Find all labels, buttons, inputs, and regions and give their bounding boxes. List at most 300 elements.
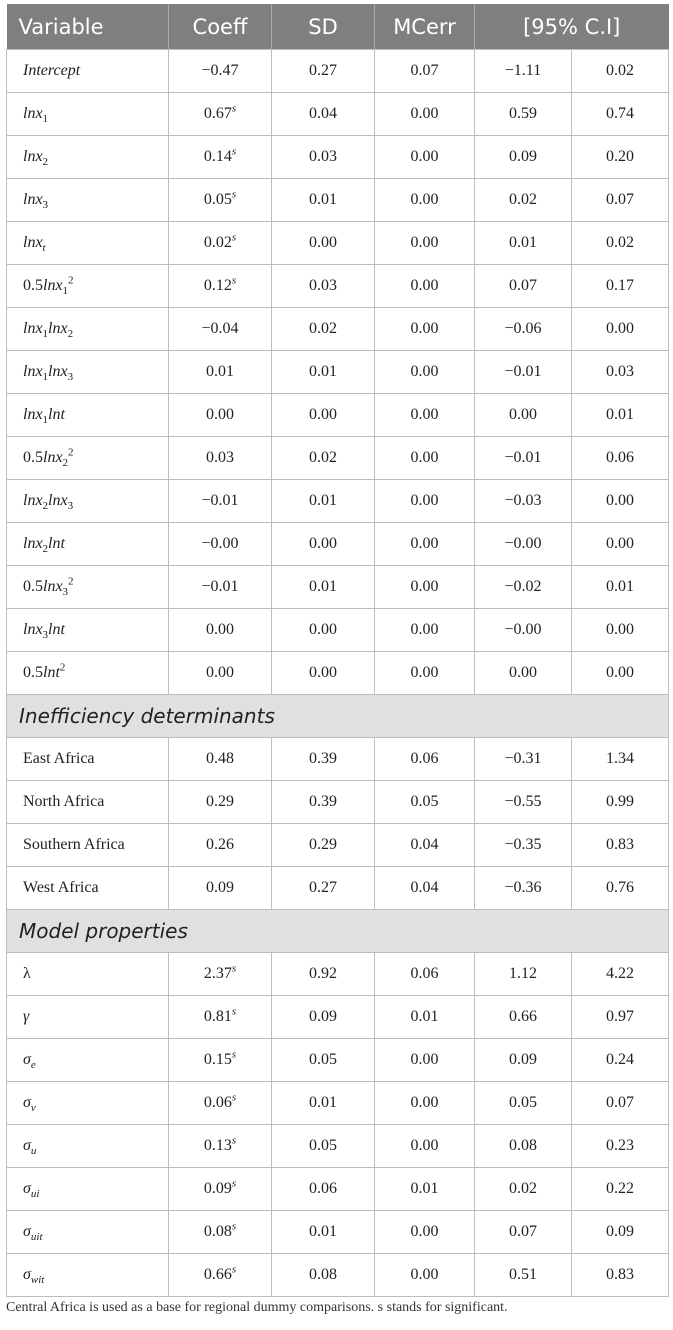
- cell-value: −0.31: [504, 750, 542, 767]
- cell-value: 0.05: [309, 1051, 337, 1068]
- cell-value: 0.00: [410, 1266, 439, 1283]
- cell-value: 0.01: [309, 363, 337, 380]
- mcerr-cell: [375, 566, 475, 609]
- coeff-cell: [169, 1082, 272, 1125]
- cell-value: 0.74: [606, 105, 634, 122]
- significance-marker: s: [231, 102, 237, 115]
- mcerr-cell: [375, 50, 475, 93]
- ci-lower-cell: [475, 1254, 572, 1297]
- cell-value: 0.03: [206, 449, 234, 466]
- cell-value: 0.01: [206, 363, 234, 380]
- cell-value: 0.00: [606, 535, 634, 552]
- cell-value: 0.01: [309, 1094, 337, 1111]
- cell-value: 0.05: [203, 191, 232, 208]
- mcerr-cell: [375, 867, 475, 910]
- table-row: [7, 781, 669, 824]
- header-coeff: Coeff: [169, 4, 272, 50]
- variable-part: u: [30, 1145, 37, 1158]
- sd-cell: [272, 179, 375, 222]
- cell-value: 0.01: [410, 1180, 439, 1197]
- cell-value: 0.24: [606, 1051, 634, 1068]
- ci-lower-cell: [475, 824, 572, 867]
- table-row: [7, 867, 669, 910]
- variable-part: λ: [23, 965, 31, 982]
- significance-marker: s: [231, 188, 237, 201]
- cell-value: 0.09: [606, 1223, 634, 1240]
- cell-value: 0.00: [206, 664, 234, 681]
- table-footnote: Central Africa is used as a base for regional dummy comparisons. s stands for significant.: [6, 1300, 508, 1315]
- coeff-cell: [169, 222, 272, 265]
- ci-upper-cell: [572, 1254, 669, 1297]
- table-row: [7, 652, 669, 695]
- mcerr-cell: [375, 179, 475, 222]
- table-row: [7, 480, 669, 523]
- variable-cell: [7, 738, 169, 781]
- coeff-cell: [169, 867, 272, 910]
- variable-part: lnx: [43, 578, 63, 595]
- sd-cell: [272, 1211, 375, 1254]
- sd-cell: [272, 93, 375, 136]
- cell-value: 0.04: [410, 879, 439, 896]
- cell-value: 0.03: [309, 148, 337, 165]
- cell-value: −0.55: [504, 793, 542, 810]
- table-row: [7, 824, 669, 867]
- cell-value: 0.14: [203, 148, 232, 165]
- mcerr-cell: [375, 1211, 475, 1254]
- regression-results-table: [6, 4, 669, 1297]
- coeff-cell: [169, 652, 272, 695]
- cell-value: 0.04: [410, 836, 439, 853]
- cell-value: 4.22: [606, 965, 634, 982]
- table-row: [7, 1168, 669, 1211]
- cell-value: −1.11: [504, 62, 542, 79]
- mcerr-cell: [375, 308, 475, 351]
- cell-value: 0.00: [410, 234, 439, 251]
- ci-lower-cell: [475, 50, 572, 93]
- cell-value: 0.02: [509, 191, 537, 208]
- cell-value: 0.01: [309, 191, 337, 208]
- ci-upper-cell: [572, 609, 669, 652]
- coeff-cell: [169, 93, 272, 136]
- cell-value: 0.00: [410, 191, 439, 208]
- cell-value: 0.15: [203, 1051, 232, 1068]
- table-row: [7, 566, 669, 609]
- mcerr-cell: [375, 222, 475, 265]
- variable-part: 2: [42, 543, 49, 556]
- cell-value: 0.00: [206, 621, 234, 638]
- ci-upper-cell: [572, 265, 669, 308]
- variable-part: lnx: [23, 191, 43, 208]
- coeff-cell: [169, 996, 272, 1039]
- table-row: [7, 394, 669, 437]
- cell-value: 0.06: [309, 1180, 337, 1197]
- cell-value: 0.27: [309, 879, 337, 896]
- cell-value: −0.01: [504, 449, 542, 466]
- cell-value: 0.00: [410, 148, 439, 165]
- cell-value: 0.00: [410, 1223, 439, 1240]
- table-row: [7, 523, 669, 566]
- ci-lower-cell: [475, 781, 572, 824]
- ci-upper-cell: [572, 308, 669, 351]
- table-row: [7, 351, 669, 394]
- cell-value: 0.02: [509, 1180, 537, 1197]
- variable-cell: [7, 824, 169, 867]
- cell-value: 0.00: [606, 492, 634, 509]
- sd-cell: [272, 265, 375, 308]
- sd-cell: [272, 1168, 375, 1211]
- cell-value: 0.01: [509, 234, 537, 251]
- ci-lower-cell: [475, 996, 572, 1039]
- variable-part: lnx: [43, 277, 63, 294]
- variable-part: lnx: [23, 406, 43, 423]
- ci-upper-cell: [572, 738, 669, 781]
- variable-part: lnx: [23, 148, 43, 165]
- ci-upper-cell: [572, 953, 669, 996]
- mcerr-cell: [375, 652, 475, 695]
- cell-value: 0.01: [309, 1223, 337, 1240]
- ci-upper-cell: [572, 50, 669, 93]
- coeff-cell: [169, 1254, 272, 1297]
- variable-cell: [7, 394, 169, 437]
- table-body: [7, 50, 669, 1297]
- mcerr-cell: [375, 609, 475, 652]
- mcerr-cell: [375, 1039, 475, 1082]
- significance-marker: s: [231, 1134, 237, 1147]
- cell-value: −0.00: [201, 535, 239, 552]
- variable-part: 0.5: [23, 664, 43, 681]
- ci-lower-cell: [475, 1039, 572, 1082]
- cell-value: 0.97: [606, 1008, 634, 1025]
- cell-value: 0.07: [509, 277, 537, 294]
- coeff-cell: [169, 50, 272, 93]
- cell-value: 0.00: [309, 234, 337, 251]
- variable-cell: [7, 953, 169, 996]
- cell-value: 2.37: [203, 965, 232, 982]
- coeff-cell: [169, 394, 272, 437]
- variable-cell: [7, 781, 169, 824]
- cell-value: 0.00: [410, 621, 439, 638]
- cell-value: 0.59: [509, 105, 537, 122]
- ci-upper-cell: [572, 824, 669, 867]
- cell-value: 0.02: [203, 234, 232, 251]
- variable-part: lnx: [23, 621, 43, 638]
- cell-value: 0.00: [410, 449, 439, 466]
- cell-value: 0.01: [606, 406, 634, 423]
- cell-value: −0.36: [504, 879, 542, 896]
- cell-value: 0.66: [203, 1266, 232, 1283]
- cell-value: 0.09: [309, 1008, 337, 1025]
- ci-lower-cell: [475, 480, 572, 523]
- cell-value: 0.03: [606, 363, 634, 380]
- ci-lower-cell: [475, 566, 572, 609]
- coeff-cell: [169, 1211, 272, 1254]
- mcerr-cell: [375, 953, 475, 996]
- cell-value: 0.00: [410, 406, 439, 423]
- table-row: [7, 222, 669, 265]
- ci-lower-cell: [475, 738, 572, 781]
- sd-cell: [272, 996, 375, 1039]
- section-title: Model properties: [7, 910, 669, 953]
- cell-value: −0.01: [504, 363, 542, 380]
- cell-value: 0.05: [509, 1094, 537, 1111]
- cell-value: 0.09: [509, 1051, 537, 1068]
- cell-value: 0.00: [410, 320, 439, 337]
- coeff-cell: [169, 1168, 272, 1211]
- variable-part: lnt: [48, 535, 65, 552]
- cell-value: 0.00: [410, 1137, 439, 1154]
- variable-cell: [7, 652, 169, 695]
- sd-cell: [272, 609, 375, 652]
- cell-value: 0.13: [203, 1137, 232, 1154]
- cell-value: 0.92: [309, 965, 337, 982]
- ci-upper-cell: [572, 996, 669, 1039]
- ci-lower-cell: [475, 222, 572, 265]
- sd-cell: [272, 738, 375, 781]
- cell-value: 0.00: [410, 105, 439, 122]
- cell-value: 0.00: [206, 406, 234, 423]
- variable-part: lnx: [43, 449, 63, 466]
- variable-part: West Africa: [23, 879, 99, 896]
- header-ci: [95% C.I]: [475, 4, 669, 50]
- variable-part: lnx: [48, 363, 68, 380]
- cell-value: 0.00: [509, 664, 537, 681]
- variable-cell: [7, 93, 169, 136]
- cell-value: 0.00: [410, 664, 439, 681]
- variable-cell: [7, 1125, 169, 1168]
- table-row: [7, 609, 669, 652]
- ci-upper-cell: [572, 523, 669, 566]
- coeff-cell: [169, 953, 272, 996]
- cell-value: 0.39: [309, 793, 337, 810]
- mcerr-cell: [375, 1125, 475, 1168]
- mcerr-cell: [375, 523, 475, 566]
- sd-cell: [272, 652, 375, 695]
- coeff-cell: [169, 1039, 272, 1082]
- cell-value: 0.00: [606, 621, 634, 638]
- table-row: [7, 136, 669, 179]
- table-row: [7, 179, 669, 222]
- variable-part: 3: [42, 199, 49, 212]
- variable-part: lnx: [23, 320, 43, 337]
- ci-upper-cell: [572, 1039, 669, 1082]
- variable-cell: [7, 265, 169, 308]
- variable-part: 1: [42, 414, 49, 427]
- cell-value: 0.08: [309, 1266, 337, 1283]
- variable-part: 0.5: [23, 578, 43, 595]
- ci-upper-cell: [572, 566, 669, 609]
- variable-cell: [7, 437, 169, 480]
- coeff-cell: [169, 523, 272, 566]
- ci-upper-cell: [572, 394, 669, 437]
- variable-part: σ: [23, 1051, 31, 1068]
- cell-value: −0.00: [504, 621, 542, 638]
- variable-cell: [7, 1168, 169, 1211]
- cell-value: 0.05: [410, 793, 439, 810]
- variable-part: wit: [30, 1274, 45, 1287]
- ci-upper-cell: [572, 1082, 669, 1125]
- ci-lower-cell: [475, 136, 572, 179]
- cell-value: 0.06: [410, 750, 439, 767]
- variable-cell: [7, 179, 169, 222]
- cell-value: 0.02: [606, 62, 634, 79]
- sd-cell: [272, 480, 375, 523]
- coeff-cell: [169, 781, 272, 824]
- cell-value: 0.01: [410, 1008, 439, 1025]
- variable-cell: [7, 1254, 169, 1297]
- variable-part: 2: [42, 500, 49, 513]
- variable-part: 3: [67, 371, 74, 384]
- cell-value: 0.99: [606, 793, 634, 810]
- variable-cell: [7, 480, 169, 523]
- ci-lower-cell: [475, 93, 572, 136]
- variable-part: 2: [59, 661, 66, 674]
- cell-value: 0.29: [206, 793, 234, 810]
- significance-marker: s: [231, 1005, 237, 1018]
- sd-cell: [272, 351, 375, 394]
- ci-upper-cell: [572, 781, 669, 824]
- cell-value: 0.04: [309, 105, 337, 122]
- cell-value: 0.00: [606, 320, 634, 337]
- cell-value: 0.07: [410, 62, 439, 79]
- variable-part: σ: [23, 1137, 31, 1154]
- ci-lower-cell: [475, 1211, 572, 1254]
- ci-upper-cell: [572, 437, 669, 480]
- table-row: [7, 93, 669, 136]
- significance-marker: s: [231, 1048, 237, 1061]
- variable-cell: [7, 609, 169, 652]
- cell-value: 0.07: [606, 1094, 634, 1111]
- significance-marker: s: [231, 1263, 237, 1276]
- variable-cell: [7, 222, 169, 265]
- mcerr-cell: [375, 1254, 475, 1297]
- mcerr-cell: [375, 394, 475, 437]
- coeff-cell: [169, 824, 272, 867]
- table-row: [7, 1082, 669, 1125]
- variable-part: lnx: [23, 234, 43, 251]
- ci-lower-cell: [475, 1168, 572, 1211]
- mcerr-cell: [375, 738, 475, 781]
- ci-upper-cell: [572, 1168, 669, 1211]
- ci-upper-cell: [572, 179, 669, 222]
- table-header-row: [7, 4, 669, 50]
- section-header-row: [7, 695, 669, 738]
- mcerr-cell: [375, 265, 475, 308]
- cell-value: −0.01: [201, 492, 239, 509]
- sd-cell: [272, 136, 375, 179]
- cell-value: 0.06: [606, 449, 634, 466]
- sd-cell: [272, 1125, 375, 1168]
- cell-value: 0.23: [606, 1137, 634, 1154]
- cell-value: 0.00: [410, 1051, 439, 1068]
- cell-value: 0.06: [410, 965, 439, 982]
- sd-cell: [272, 394, 375, 437]
- table-row: [7, 953, 669, 996]
- cell-value: 0.09: [203, 1180, 232, 1197]
- variable-part: lnt: [48, 621, 65, 638]
- cell-value: 0.09: [509, 148, 537, 165]
- coeff-cell: [169, 179, 272, 222]
- cell-value: 0.02: [309, 449, 337, 466]
- cell-value: 0.81: [203, 1008, 232, 1025]
- cell-value: −0.01: [201, 578, 239, 595]
- sd-cell: [272, 222, 375, 265]
- sd-cell: [272, 1254, 375, 1297]
- sd-cell: [272, 953, 375, 996]
- coeff-cell: [169, 136, 272, 179]
- significance-marker: s: [231, 274, 237, 287]
- ci-lower-cell: [475, 1082, 572, 1125]
- variable-cell: [7, 50, 169, 93]
- significance-marker: s: [231, 1091, 237, 1104]
- cell-value: 0.09: [206, 879, 234, 896]
- variable-part: v: [30, 1102, 36, 1115]
- ci-lower-cell: [475, 179, 572, 222]
- variable-cell: [7, 351, 169, 394]
- coeff-cell: [169, 480, 272, 523]
- variable-part: e: [30, 1059, 36, 1072]
- cell-value: 0.00: [410, 1094, 439, 1111]
- cell-value: 0.67: [203, 105, 232, 122]
- variable-part: 0.5: [23, 277, 43, 294]
- variable-cell: [7, 523, 169, 566]
- sd-cell: [272, 50, 375, 93]
- coeff-cell: [169, 566, 272, 609]
- cell-value: 0.07: [509, 1223, 537, 1240]
- cell-value: −0.02: [504, 578, 542, 595]
- ci-upper-cell: [572, 351, 669, 394]
- coeff-cell: [169, 308, 272, 351]
- cell-value: 0.00: [606, 664, 634, 681]
- ci-lower-cell: [475, 867, 572, 910]
- coeff-cell: [169, 437, 272, 480]
- ci-upper-cell: [572, 136, 669, 179]
- variable-cell: [7, 136, 169, 179]
- cell-value: 0.03: [309, 277, 337, 294]
- mcerr-cell: [375, 996, 475, 1039]
- significance-marker: s: [231, 962, 237, 975]
- significance-marker: s: [231, 231, 237, 244]
- cell-value: 0.20: [606, 148, 634, 165]
- variable-part: σ: [23, 1266, 31, 1283]
- variable-part: σ: [23, 1223, 31, 1240]
- variable-part: lnx: [23, 535, 43, 552]
- cell-value: 0.27: [309, 62, 337, 79]
- cell-value: −0.00: [504, 535, 542, 552]
- cell-value: 0.83: [606, 1266, 634, 1283]
- variable-cell: [7, 566, 169, 609]
- variable-cell: [7, 1082, 169, 1125]
- variable-cell: [7, 996, 169, 1039]
- sd-cell: [272, 308, 375, 351]
- variable-part: 2: [68, 575, 74, 588]
- table-row: [7, 50, 669, 93]
- variable-part: lnx: [48, 320, 68, 337]
- table-row: [7, 1125, 669, 1168]
- cell-value: 0.51: [509, 1266, 537, 1283]
- sd-cell: [272, 1039, 375, 1082]
- cell-value: 0.08: [203, 1223, 232, 1240]
- ci-lower-cell: [475, 609, 572, 652]
- header-variable: Variable: [7, 4, 169, 50]
- sd-cell: [272, 566, 375, 609]
- variable-part: Southern Africa: [23, 836, 125, 853]
- sd-cell: [272, 523, 375, 566]
- significance-marker: s: [231, 1177, 237, 1190]
- ci-lower-cell: [475, 394, 572, 437]
- cell-value: 0.00: [509, 406, 537, 423]
- cell-value: −0.35: [504, 836, 542, 853]
- mcerr-cell: [375, 351, 475, 394]
